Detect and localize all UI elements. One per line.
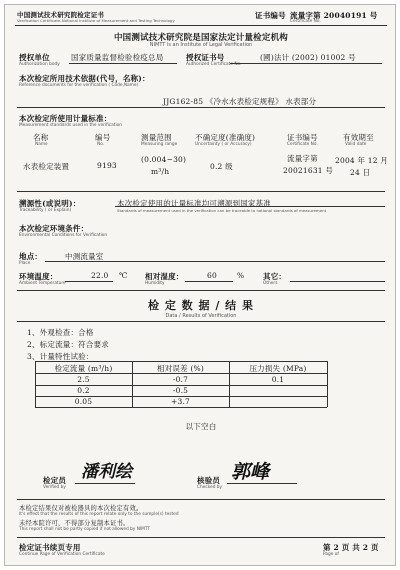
authorized-cert-en: Authorized Certificate No. bbox=[186, 62, 242, 67]
results-col-flow: 检定流量 (m³/h) bbox=[54, 364, 113, 373]
hum-value: 60 bbox=[207, 271, 217, 280]
row-number: 9193 bbox=[97, 161, 117, 170]
note2-cn: 未经本院许可，不得部分复制本证书。 bbox=[19, 520, 130, 527]
footer-rule bbox=[17, 537, 385, 538]
results-title: 检 定 数 据 / 结 果 bbox=[148, 299, 254, 312]
authorized-cert-label: 授权证书号 bbox=[186, 53, 225, 62]
place-label: 地点： bbox=[19, 252, 43, 261]
standard-name-en: Reference documents for the verification ( Code,Name) bbox=[19, 83, 139, 88]
authorized-by-en: Authorization body bbox=[19, 62, 60, 67]
row-cert-b: 20021631 号 bbox=[283, 166, 334, 175]
continue-page-en: Continue Page of Verification Certificate bbox=[19, 552, 105, 557]
traceability-value-en: Standards of measurement used in the verification can be traceable to national standards of measurement bbox=[117, 208, 327, 213]
traceability-underline bbox=[115, 206, 385, 207]
cert-no-label: 证书编号 bbox=[255, 11, 286, 20]
row-cert-a: 流量字第 bbox=[287, 154, 318, 163]
col-name: 名称 bbox=[33, 133, 49, 142]
header-rule bbox=[15, 25, 387, 26]
standards-underline bbox=[17, 191, 385, 192]
row-valid-b: 24 日 bbox=[350, 168, 371, 177]
result-item-1: 1、外观检查：合格 bbox=[27, 328, 94, 337]
col-range: 测量范围 bbox=[141, 133, 172, 142]
standard-name-value: JJG162-85 《冷水水表检定规程》 水表部分 bbox=[163, 97, 317, 106]
note1-cn: 本检定结果仅对被检器具的本次检定有效。 bbox=[19, 505, 143, 512]
authorized-cert-value: (國)法计 (2002) 01002 号 bbox=[260, 53, 356, 62]
col-uncertainty-en: Uncertainty ( or Accuracy) bbox=[195, 142, 252, 147]
col-number-en: No. bbox=[97, 142, 105, 147]
temp-underline bbox=[65, 281, 113, 282]
traceability-value: 本次检定使用的计量标准均可溯源到国家基准 bbox=[117, 199, 271, 208]
table-cell: -0.7 bbox=[172, 375, 189, 384]
temp-value: 22.0 bbox=[91, 271, 109, 280]
place-underline bbox=[45, 261, 385, 262]
verified-underline bbox=[75, 483, 135, 484]
table-cell: 0.1 bbox=[271, 375, 285, 384]
place-en: Place bbox=[19, 261, 31, 266]
results-col-pressure: 压力损失 (MPa) bbox=[249, 364, 307, 373]
note1-en: It's effect that the results of this report relate only to the sumple(s) tested bbox=[19, 512, 179, 517]
org-top-cn: 中国测试技术研究院检定证书 bbox=[17, 11, 105, 19]
col-valid-en: Valid date bbox=[345, 142, 367, 147]
verified-signature: 潘利绘 bbox=[81, 462, 132, 482]
row-name: 水表检定装置 bbox=[23, 162, 70, 171]
note2-en: This report shall not be partly copied if not allowed by NIMTT bbox=[19, 527, 151, 532]
verified-label: 检定员 bbox=[43, 476, 67, 485]
standards-used-en: Measurement standards used in the verification bbox=[19, 123, 123, 128]
certificate-page bbox=[4, 4, 396, 566]
org-top-en: Verification Certificate-National Institute of Measurement and Testing Technology bbox=[17, 18, 175, 23]
col-cert: 证书编号 bbox=[287, 133, 318, 142]
result-item-2: 2、标定流量：符合要求 bbox=[27, 340, 109, 349]
standard-name-underline bbox=[17, 107, 385, 108]
results-title-en: Data / Results of Verification bbox=[165, 313, 237, 319]
page-subtitle: NIMTT is an Institute of Legal Verification bbox=[149, 42, 253, 48]
col-range-en: Measuring range bbox=[141, 142, 178, 147]
col-number: 编号 bbox=[95, 133, 111, 142]
blank-below-note: 以下空白 bbox=[185, 422, 217, 431]
results-col-error: 相对误差 (%) bbox=[157, 364, 204, 373]
table-cell: 2.5 bbox=[77, 375, 90, 384]
standards-used-label: 本次检定所使用计量标准： bbox=[19, 114, 112, 123]
table-cell: 0.05 bbox=[74, 397, 93, 406]
continue-page-cn: 检定证书续页专用 bbox=[19, 543, 81, 552]
authorized-cert-underline bbox=[230, 63, 382, 64]
temp-unit: ℃ bbox=[119, 271, 128, 280]
result-item-3: 3、计量特性试验： bbox=[27, 352, 94, 361]
table-cell: +3.7 bbox=[170, 397, 190, 406]
other-en: Others bbox=[263, 281, 278, 286]
checked-en: Checked by bbox=[197, 485, 223, 490]
authorized-by-label: 授权单位 bbox=[19, 53, 50, 62]
results-divider bbox=[17, 321, 385, 322]
table-cell: -0.5 bbox=[172, 386, 189, 395]
other-label: 其它： bbox=[263, 272, 287, 281]
checked-label: 核验员 bbox=[197, 476, 221, 485]
hum-en: Humidity bbox=[145, 281, 165, 286]
cert-no-en: Certificate No. bbox=[290, 19, 321, 24]
other-underline bbox=[290, 281, 385, 282]
place-value: 中测流量室 bbox=[65, 252, 104, 261]
page-number-en: Page of bbox=[323, 552, 339, 557]
hum-unit: % bbox=[237, 271, 245, 280]
traceability-en: Traceability ( or Explain) bbox=[19, 208, 72, 213]
env-divider bbox=[17, 290, 385, 291]
hum-underline bbox=[185, 281, 233, 282]
col-valid: 有效期至 bbox=[343, 133, 374, 142]
footer-divider bbox=[17, 499, 385, 500]
standard-name-label: 本次检定所用技术依据(代号，名称)： bbox=[19, 74, 150, 83]
checked-underline bbox=[227, 483, 297, 484]
environment-en: Environmental Conditions for Verification bbox=[19, 233, 108, 238]
authorized-by-underline bbox=[69, 63, 177, 64]
temp-en: Ambient Temperature bbox=[19, 281, 66, 286]
row-range-a: (0.004~30) bbox=[141, 155, 187, 164]
row-valid-a: 2004 年 12 月 bbox=[335, 156, 388, 165]
page-number-cn: 第 2 页 共 2 页 bbox=[323, 543, 379, 552]
temp-label: 环境温度： bbox=[19, 272, 58, 281]
checked-signature: 郭峰 bbox=[231, 461, 270, 483]
hum-label: 相对湿度： bbox=[145, 272, 184, 281]
col-uncertainty: 不确定度(准确度) bbox=[195, 133, 256, 142]
authorized-by-value: 国家质量监督检验检疫总局 bbox=[71, 53, 164, 62]
row-range-b: m³/h bbox=[151, 167, 170, 176]
environment-label: 本次检定环境条件： bbox=[19, 224, 89, 233]
cert-no-value: 流量字第 20040191 号 bbox=[290, 11, 378, 20]
traceability-label: 溯源性(或说明)： bbox=[19, 199, 81, 208]
row-uncertainty: 0.2 级 bbox=[210, 162, 233, 171]
verified-en: Verified by bbox=[43, 485, 66, 490]
col-cert-en: Certificate No. bbox=[287, 142, 318, 147]
col-name-en: Name bbox=[35, 142, 48, 147]
page-title: 中国测试技术研究院是国家法定计量检定机构 bbox=[113, 33, 288, 43]
table-cell: 0.2 bbox=[77, 386, 90, 395]
